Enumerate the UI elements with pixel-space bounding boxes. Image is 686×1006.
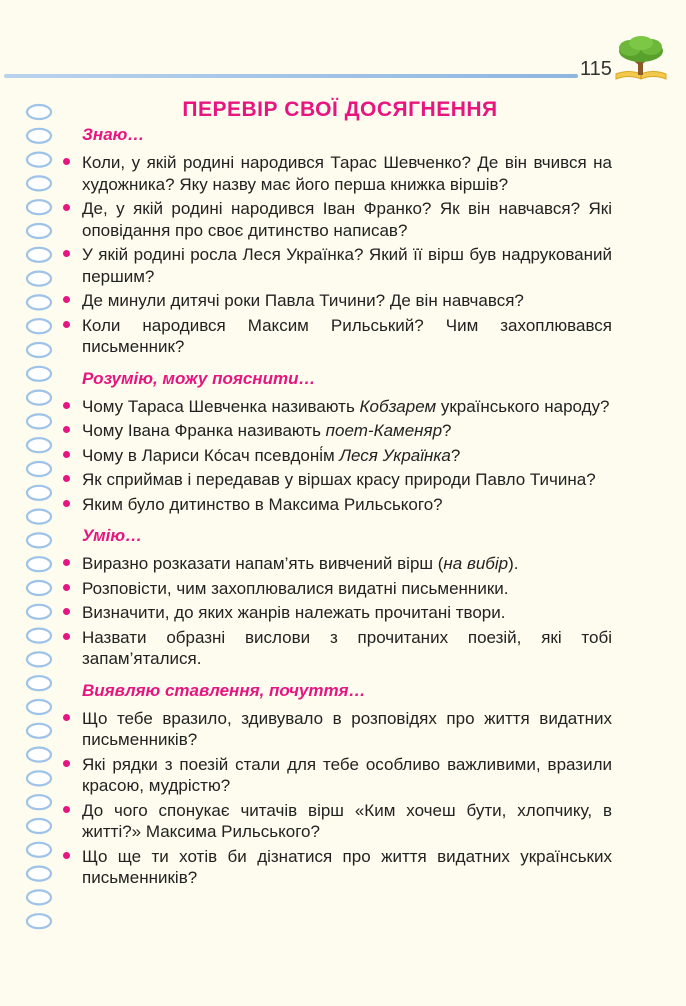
spiral-ring-icon — [27, 700, 51, 714]
spiral-ring-icon — [27, 367, 51, 381]
question-item — [60, 315, 612, 358]
spiral-ring-icon — [27, 533, 51, 547]
pink-dot-icon — [63, 158, 70, 165]
question-item — [60, 578, 612, 600]
spiral-ring-icon — [27, 771, 51, 785]
question-item — [60, 420, 612, 442]
section-heading: Умію… — [82, 526, 143, 545]
question-text — [82, 421, 452, 440]
section-heading: Виявляю ставлення, почуття… — [82, 680, 366, 700]
pink-dot-icon — [63, 714, 70, 721]
spiral-ring-icon — [27, 438, 51, 452]
spiral-ring-icon — [27, 248, 51, 262]
spiral-ring-icon — [27, 462, 51, 476]
question-item — [60, 846, 612, 889]
spiral-ring-icon — [27, 557, 51, 571]
question-text-part: Чому Тараса Шевченка називають — [82, 396, 360, 416]
question-item — [60, 469, 612, 491]
spiral-ring-icon — [27, 676, 51, 690]
page-number: 115 — [580, 58, 612, 80]
spiral-ring-icon — [27, 581, 51, 595]
spiral-ring-icon — [27, 105, 51, 119]
pink-dot-icon — [63, 475, 70, 482]
spiral-ring-icon — [27, 867, 51, 881]
section-heading: Розумію, можу пояснити… — [82, 368, 316, 388]
question-text-part: ? — [450, 445, 461, 465]
pink-dot-icon — [63, 806, 70, 813]
question-list — [60, 152, 612, 358]
spiral-ring-icon — [27, 724, 51, 738]
achievement-checklist — [60, 124, 612, 892]
emphasized-term: Кобзарем — [359, 396, 437, 416]
question-list — [60, 708, 612, 889]
tree-on-book-icon — [612, 34, 670, 84]
question-text — [82, 397, 610, 416]
pink-dot-icon — [63, 608, 70, 615]
question-item — [60, 198, 612, 241]
question-item — [60, 494, 612, 516]
spiral-ring-icon — [27, 795, 51, 809]
pink-dot-icon — [63, 633, 70, 640]
question-text: Розповісти, чим захоплювалися видатні письменники. — [82, 578, 509, 598]
question-text — [82, 446, 460, 465]
pink-dot-icon — [63, 250, 70, 257]
pink-dot-icon — [63, 321, 70, 328]
spiral-ring-icon — [27, 153, 51, 167]
question-text: Де, у якій родині народився Іван Франко? Як він навчався? Які оповідання про своє дитинство написав? — [82, 199, 612, 240]
question-text-part: Чому Івана Франка називають — [82, 421, 326, 440]
spiral-ring-icon — [27, 605, 51, 619]
spiral-ring-icon — [27, 843, 51, 857]
question-item — [60, 290, 612, 312]
header-rule — [4, 74, 578, 78]
pink-dot-icon — [63, 204, 70, 211]
question-item — [60, 754, 612, 797]
question-text-part: Виразно розказати напам’ять вивчений вірш ( — [82, 554, 444, 573]
question-text: Коли народився Максим Рильський? Чим захоплювався письменник? — [82, 315, 612, 356]
page-title: ПЕРЕВІР СВОЇ ДОСЯГНЕННЯ — [182, 98, 498, 121]
spiral-ring-icon — [27, 914, 51, 928]
spiral-ring-icon — [27, 200, 51, 214]
question-text: Які рядки з поезій стали для тебе особливо важливими, вразили красою, мудрістю? — [82, 754, 612, 795]
pink-dot-icon — [63, 760, 70, 767]
question-list — [60, 553, 612, 670]
spiral-ring-icon — [27, 748, 51, 762]
spiral-ring-icon — [27, 510, 51, 524]
spiral-ring-icon — [27, 176, 51, 190]
question-text-part: українського народу? — [436, 396, 610, 416]
pink-dot-icon — [63, 559, 70, 566]
question-text: Що тебе вразило, здивувало в розповідях про життя видатних письменників? — [82, 708, 612, 749]
pink-dot-icon — [63, 296, 70, 303]
spiral-ring-icon — [27, 319, 51, 333]
question-item — [60, 244, 612, 287]
question-text: Як сприймав і передавав у віршах красу природи Павло Тичина? — [82, 470, 596, 489]
spiral-ring-icon — [27, 272, 51, 286]
question-text: Де минули дитячі роки Павла Тичини? Де він навчався? — [82, 291, 524, 310]
pink-dot-icon — [63, 402, 70, 409]
question-item — [60, 396, 612, 418]
spiral-ring-icon — [27, 391, 51, 405]
question-text: Що ще ти хотів би дізнатися про життя видатних українських письменників? — [82, 846, 612, 887]
checklist-section — [60, 525, 612, 670]
question-text-part: ? — [442, 421, 452, 440]
question-item — [60, 800, 612, 843]
question-text-part: Чому в Лариси Ко́сач псевдоні́м — [82, 445, 340, 465]
pink-dot-icon — [63, 584, 70, 591]
question-item — [60, 708, 612, 751]
question-text: Яким було дитинство в Максима Рильського? — [82, 494, 443, 514]
spiral-ring-icon — [27, 295, 51, 309]
spiral-ring-icon — [27, 224, 51, 238]
question-item — [60, 553, 612, 575]
question-text-part: ). — [508, 554, 519, 573]
spiral-ring-icon — [27, 486, 51, 500]
question-list — [60, 396, 612, 516]
emphasized-term: поет-Каменяр — [325, 421, 443, 440]
spiral-ring-icon — [27, 629, 51, 643]
spiral-ring-icon — [27, 890, 51, 904]
checklist-section — [60, 368, 612, 516]
spiral-ring-icon — [27, 414, 51, 428]
spiral-binding — [22, 100, 56, 940]
question-item — [60, 152, 612, 195]
section-heading: Знаю… — [82, 125, 145, 144]
emphasized-term: на вибір — [443, 554, 509, 573]
question-text: Визначити, до яких жанрів належать прочитані твори. — [82, 603, 506, 622]
question-text: Коли, у якій родині народився Тарас Шевченко? Де він вчився на художника? Яку назву має його перша книжка віршів? — [82, 153, 612, 194]
emphasized-term: Леся Українка — [339, 445, 451, 465]
checklist-section — [60, 124, 612, 358]
spiral-ring-icon — [27, 129, 51, 143]
pink-dot-icon — [63, 500, 70, 507]
question-text: До чого спонукає читачів вірш «Ким хочеш бути, хлопчику, в житті?» Максима Рильського? — [82, 800, 612, 841]
question-item — [60, 627, 612, 670]
checklist-section — [60, 680, 612, 889]
pink-dot-icon — [63, 852, 70, 859]
question-text: У якій родині росла Леся Українка? Який її вірш був надрукований першим? — [82, 245, 612, 286]
spiral-ring-icon — [27, 343, 51, 357]
pink-dot-icon — [63, 451, 70, 458]
spiral-ring-icon — [27, 652, 51, 666]
question-text — [82, 554, 518, 573]
pink-dot-icon — [63, 426, 70, 433]
question-item — [60, 602, 612, 624]
question-text: Назвати образні вислови з прочитаних поезій, які тобі запам’яталися. — [82, 627, 612, 668]
question-item — [60, 445, 612, 467]
spiral-ring-icon — [27, 819, 51, 833]
